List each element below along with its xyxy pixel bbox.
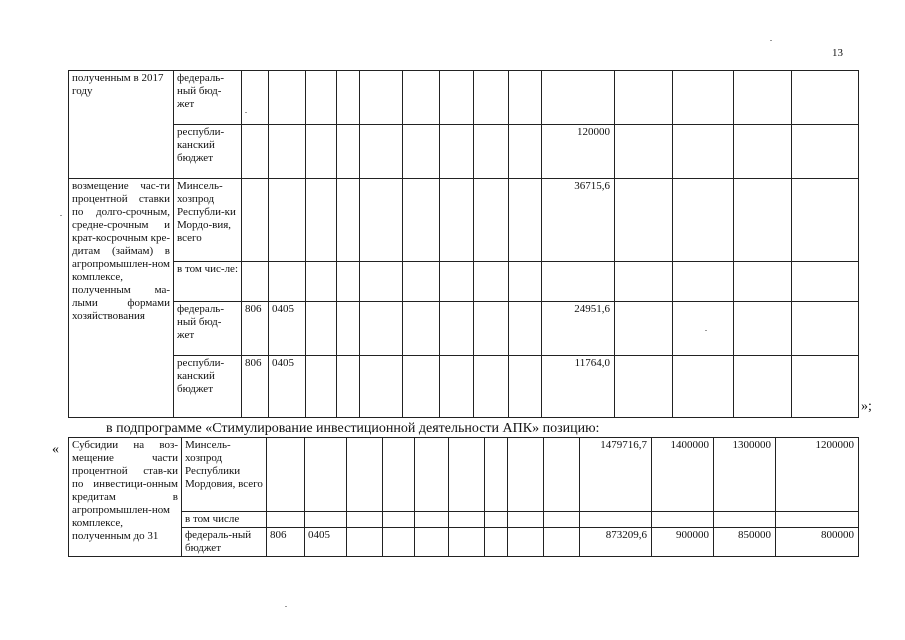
amount-cell [652,512,714,528]
amount-cell [580,512,652,528]
grbs-cell: 806 [242,356,269,418]
agency-cell: Минсель-хозпрод Республи-ки Мордо-вия, всего [174,179,242,262]
amount-cell [542,71,615,125]
section-cell [305,512,347,528]
amount-cell [776,512,859,528]
amount-cell: 1300000 [714,438,776,512]
amount-cell: 36715,6 [542,179,615,262]
section-cell: 0405 [269,356,306,418]
page-number: 13 [832,47,843,59]
section-cell: 0405 [305,528,347,557]
agency-cell: федераль-ный бюджет [182,528,267,557]
grbs-cell [242,262,269,302]
section-cell [269,179,306,262]
grbs-cell [242,125,269,179]
table-row [69,302,859,356]
closing-quote: »; [861,399,872,414]
agency-cell: республи-канский бюджет [174,356,242,418]
grbs-cell: 806 [242,302,269,356]
amount-cell: 873209,6 [580,528,652,557]
agency-cell: федераль-ный бюд-жет [174,302,242,356]
amount-cell [542,262,615,302]
amount-cell [714,512,776,528]
scan-speck [60,215,62,216]
agency-cell: республи-канский бюджет [174,125,242,179]
agency-cell: в том числе [182,512,267,528]
table-row [69,528,859,557]
amount-cell: 24951,6 [542,302,615,356]
subprogram-caption: в подпрограмме «Стимулирование инвестиционной деятельности АПК» позицию: [106,421,600,436]
budget-table-top [68,70,859,418]
amount-cell: 900000 [652,528,714,557]
amount-cell: 1200000 [776,438,859,512]
measure-cell: полученным в 2017 году [69,71,174,179]
section-cell [269,125,306,179]
table-row [69,262,859,302]
amount-cell: 1400000 [652,438,714,512]
agency-cell: Минсель-хозпрод Республики Мордовия, всего [182,438,267,512]
grbs-cell [267,512,305,528]
table-row [69,512,859,528]
section-cell [305,438,347,512]
measure-cell: возмещение час-ти процентной ставки по долго-срочным, средне-срочным и крат-косрочным кре-дитам (займам) в агропромышлен-ном комплексе, полученным ма-лыми формами хозяйствования [69,179,174,418]
grbs-cell [267,438,305,512]
scan-speck [245,112,247,113]
table-row [69,356,859,418]
grbs-cell [242,71,269,125]
amount-cell: 1479716,7 [580,438,652,512]
table-row [69,125,859,179]
amount-cell: 800000 [776,528,859,557]
grbs-cell: 806 [267,528,305,557]
table-row [69,179,859,262]
section-cell [269,71,306,125]
amount-cell: 11764,0 [542,356,615,418]
grbs-cell [242,179,269,262]
scan-speck [770,40,772,41]
table-row [69,438,859,512]
table-row [69,71,859,125]
agency-cell: федераль-ный бюд-жет [174,71,242,125]
scan-speck [285,606,287,607]
opening-quote: « [52,442,59,457]
measure-cell: Субсидии на воз-мещение части процентной став-ки по инвестици-онным кредитам в агропромышлен-ном комплексе, полученным до 31 [69,438,182,557]
section-cell: 0405 [269,302,306,356]
agency-cell: в том чис-ле: [174,262,242,302]
amount-cell: 850000 [714,528,776,557]
scan-speck [705,330,707,331]
section-cell [269,262,306,302]
budget-table-bottom [68,437,859,557]
amount-cell: 120000 [542,125,615,179]
